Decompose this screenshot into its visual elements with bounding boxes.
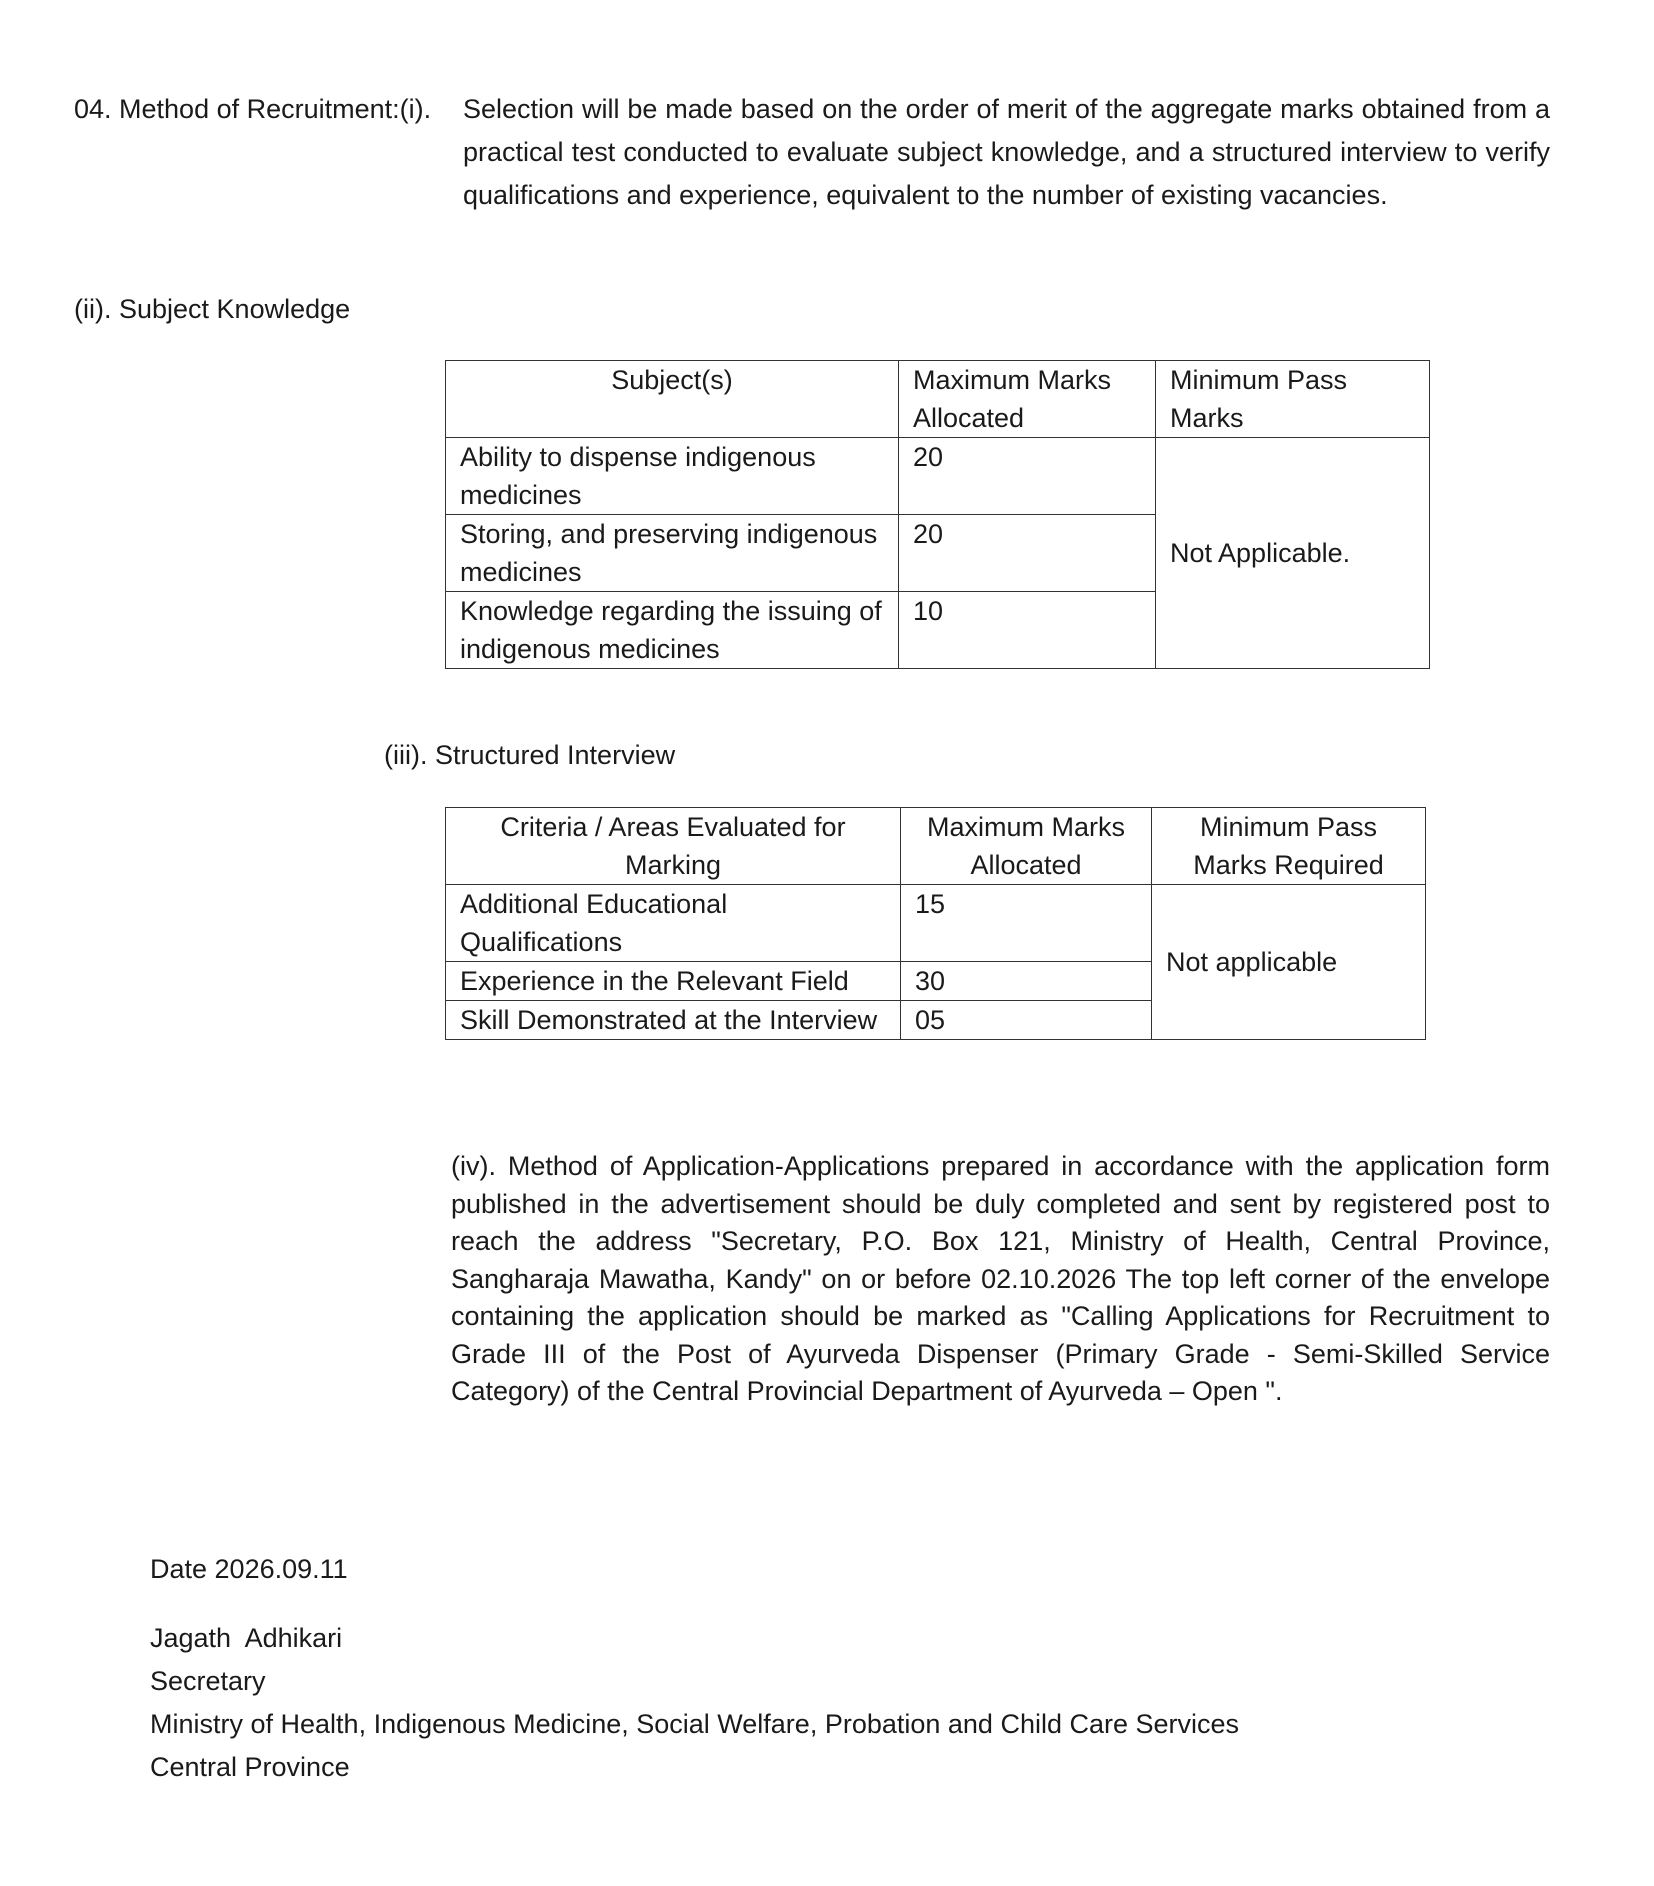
header-min-pass: Minimum Pass Marks Required	[1152, 808, 1426, 885]
min-pass-cell: Not Applicable.	[1156, 438, 1430, 669]
criteria-cell: Additional Educational Qualifications	[446, 885, 901, 962]
section-04-text: Selection will be made based on the order of merit of the aggregate marks obtained from a practical test conducted to evaluate subject knowledge, and a structured interview to verify qualifications and experience, equivalent to the number of existing vacancies.	[463, 94, 1550, 210]
section-04-label: 04. Method of Recruitment:(i).	[74, 94, 432, 124]
header-criteria: Criteria / Areas Evaluated for Marking	[446, 808, 901, 885]
subject-cell: Knowledge regarding the issuing of indigenous medicines	[446, 592, 899, 669]
max-marks-cell: 30	[901, 962, 1152, 1001]
max-marks-cell: 10	[899, 592, 1156, 669]
subject-knowledge-table	[445, 360, 1430, 669]
header-subjects: Subject(s)	[446, 361, 899, 438]
table-row	[446, 885, 1426, 962]
min-pass-cell: Not applicable	[1152, 885, 1426, 1040]
max-marks-cell: 15	[901, 885, 1152, 962]
method-of-application-paragraph: (iv). Method of Application-Applications prepared in accordance with the application form published in the advertisement should be duly completed and sent by registered post to reach the address "Secretary, P.O. Box 121, Ministry of Health, Central Province, Sangharaja Mawatha, Kandy" on or before 02.10.2026 The top left corner of the envelope containing the application should be marked as "Calling Applications for Recruitment to Grade III of the Post of Ayurveda Dispenser (Primary Grade - Semi-Skilled Service Category) of the Central Provincial Department of Ayurveda – Open ".	[451, 1151, 1550, 1406]
signature-block	[150, 1617, 1239, 1789]
header-max-marks: Maximum Marks Allocated	[901, 808, 1152, 885]
subject-cell: Ability to dispense indigenous medicines	[446, 438, 899, 515]
signatory-province: Central Province	[150, 1752, 350, 1782]
header-min-pass: Minimum Pass Marks	[1156, 361, 1430, 438]
signatory-ministry: Ministry of Health, Indigenous Medicine, Social Welfare, Probation and Child Care Services	[150, 1709, 1240, 1739]
table-header-row	[446, 808, 1426, 885]
max-marks-cell: 05	[901, 1001, 1152, 1040]
signatory-name: Jagath Adhikari	[150, 1623, 343, 1653]
subject-cell: Storing, and preserving indigenous medicines	[446, 515, 899, 592]
signatory-title: Secretary	[150, 1666, 266, 1696]
table-header-row	[446, 361, 1430, 438]
max-marks-cell: 20	[899, 438, 1156, 515]
table-row	[446, 438, 1430, 515]
max-marks-cell: 20	[899, 515, 1156, 592]
structured-interview-heading: (iii). Structured Interview	[384, 740, 676, 770]
criteria-cell: Experience in the Relevant Field	[446, 962, 901, 1001]
criteria-cell: Skill Demonstrated at the Interview	[446, 1001, 901, 1040]
structured-interview-table	[445, 807, 1426, 1040]
subject-knowledge-heading: (ii). Subject Knowledge	[74, 294, 351, 324]
date-line: Date 2026.09.11	[150, 1554, 348, 1584]
header-max-marks: Maximum Marks Allocated	[899, 361, 1156, 438]
